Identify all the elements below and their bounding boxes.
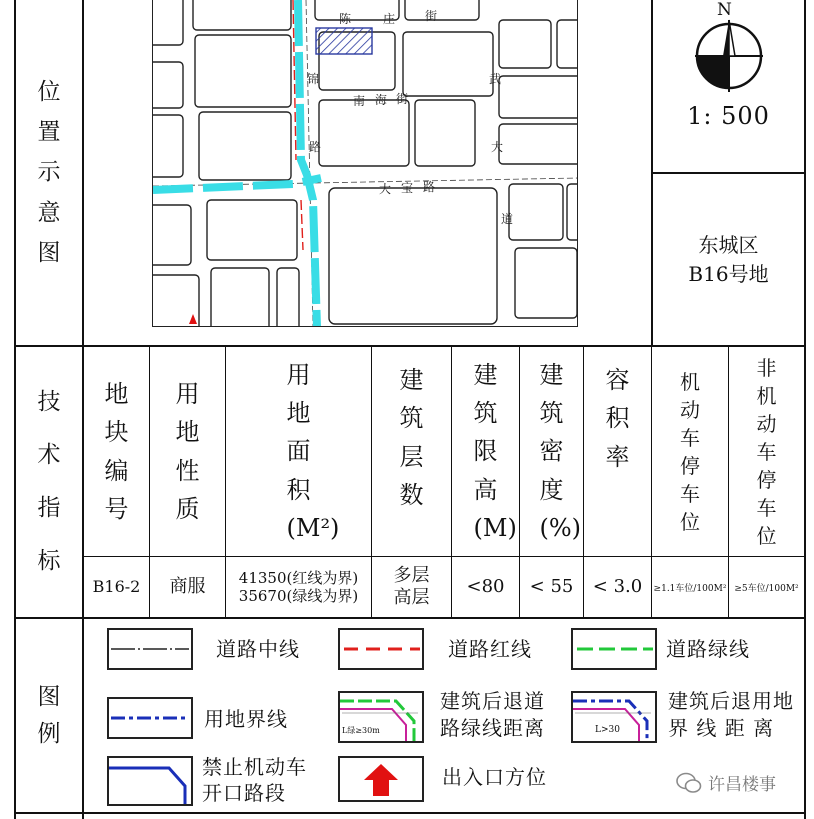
entrance-arrow-icon — [340, 758, 422, 800]
legend-no-vehicle-swatch — [107, 756, 193, 806]
legend-setback-green-label-2: 路绿线距离 — [440, 716, 545, 740]
value-far: < 3.0 — [592, 576, 643, 598]
watermark-text: 许昌楼事 — [708, 775, 776, 795]
header-car-parking-text: 机动车停车位 — [680, 369, 700, 534]
header-plot-no — [84, 347, 149, 556]
legend-setback-green-label-1: 建筑后退道 — [440, 689, 545, 713]
header-density-unit: (%) — [539, 514, 582, 543]
value-density: < 55 — [529, 576, 574, 598]
header-area-unit: (M²) — [286, 514, 340, 543]
legend-land-boundary-label: 用地界线 — [204, 707, 288, 731]
road-label: 陈 — [339, 12, 352, 26]
value-height: <80 — [466, 576, 505, 598]
legend-setback-land-mark: L>30 — [595, 725, 620, 735]
district-panel — [653, 174, 804, 346]
legend-road-center-label: 道路中线 — [216, 637, 300, 661]
header-height-unit: (M) — [473, 514, 517, 543]
legend-road-green-swatch — [571, 628, 657, 670]
wechat-icon — [676, 772, 702, 794]
header-height — [452, 347, 519, 556]
road-label: 宝 — [401, 181, 414, 195]
value-car-parking: ≥1.1车位/100M² — [653, 583, 727, 594]
legend-row-label-text: 图例 — [37, 683, 61, 747]
row-divider-tech — [14, 617, 806, 619]
road-label: 锦 — [307, 72, 320, 86]
compass-panel — [653, 0, 804, 172]
header-height-text: 建筑限高 — [473, 360, 498, 504]
location-row-label — [16, 0, 82, 345]
road-label: 街 — [396, 92, 409, 106]
value-floors-b: 高层 — [393, 587, 430, 608]
value-area-green: 35670(绿线为界) — [238, 587, 359, 605]
location-map-drawing — [153, 0, 578, 327]
header-density-text: 建筑密度 — [539, 360, 564, 504]
row-divider-bottom — [14, 812, 806, 814]
tech-row-label-text: 技术指标 — [37, 389, 61, 574]
legend-setback-green-swatch — [338, 691, 424, 743]
plot-name: B16号地 — [688, 262, 769, 286]
location-map — [152, 0, 578, 327]
value-bike-parking: ≥5车位/100M² — [734, 583, 799, 594]
value-floors — [372, 557, 451, 617]
b16-plot-marker — [316, 28, 372, 54]
road-label: 海 — [375, 93, 388, 107]
legend-road-green-label: 道路绿线 — [666, 637, 750, 661]
legend-setback-land-label-2: 界 线 距 离 — [668, 716, 775, 740]
road-label: 街 — [425, 9, 438, 23]
legend-row-label — [16, 619, 82, 812]
header-far-text: 容积率 — [605, 366, 630, 471]
legend-land-boundary-swatch — [107, 697, 193, 739]
legend-road-red-label: 道路红线 — [448, 637, 532, 661]
legend-no-vehicle-label-1: 禁止机动车 — [202, 755, 307, 779]
header-bike-parking-text: 非机动车停车位 — [756, 355, 777, 548]
legend-road-center-swatch — [107, 628, 193, 670]
scale-label: 1: 500 — [687, 102, 770, 130]
road-label: 庄 — [383, 12, 396, 26]
value-floors-a: 多层 — [393, 565, 430, 587]
road-label: 道 — [501, 212, 514, 226]
header-floors-text: 建筑层数 — [399, 366, 424, 510]
legend-no-vehicle-label-2: 开口路段 — [202, 781, 286, 805]
legend-setback-land-label-1: 建筑后退用地 — [668, 689, 794, 713]
header-land-use — [150, 347, 225, 556]
legend-setback-land-swatch — [571, 691, 657, 743]
header-car-parking — [652, 347, 728, 556]
road-label: 南 — [353, 94, 366, 108]
legend-entrance-swatch — [338, 756, 424, 802]
location-row-label-text: 位置示意图 — [37, 78, 61, 266]
legend-setback-green-mark: L绿≥30m — [342, 726, 380, 735]
value-area-red: 41350(红线为界) — [238, 569, 359, 587]
header-area-text: 用地面积 — [286, 360, 311, 504]
value-land-use: 商服 — [169, 576, 206, 598]
tech-row-label — [16, 347, 82, 617]
header-area — [226, 347, 371, 556]
north-arrow-icon — [689, 16, 769, 96]
header-land-use-text: 用地性质 — [175, 379, 200, 523]
road-label: 武 — [489, 72, 502, 86]
district-name: 东城区 — [698, 233, 759, 257]
value-area — [226, 557, 371, 617]
header-far — [584, 347, 651, 556]
legend-road-red-swatch — [338, 628, 424, 670]
highlighted-roads — [153, 0, 321, 327]
road-label: 路 — [423, 180, 436, 194]
watermark — [676, 770, 776, 795]
road-label: 大 — [379, 182, 392, 196]
outer-right-border — [804, 0, 806, 819]
road-label: 大 — [491, 140, 504, 154]
header-plot-no-text: 地块编号 — [104, 379, 129, 523]
road-label: 路 — [309, 140, 322, 154]
header-density — [520, 347, 583, 556]
legend-entrance-label: 出入口方位 — [442, 765, 547, 789]
value-plot-no: B16-2 — [92, 576, 141, 596]
header-bike-parking — [729, 347, 804, 556]
header-floors — [372, 347, 451, 556]
north-label: N — [717, 0, 732, 20]
